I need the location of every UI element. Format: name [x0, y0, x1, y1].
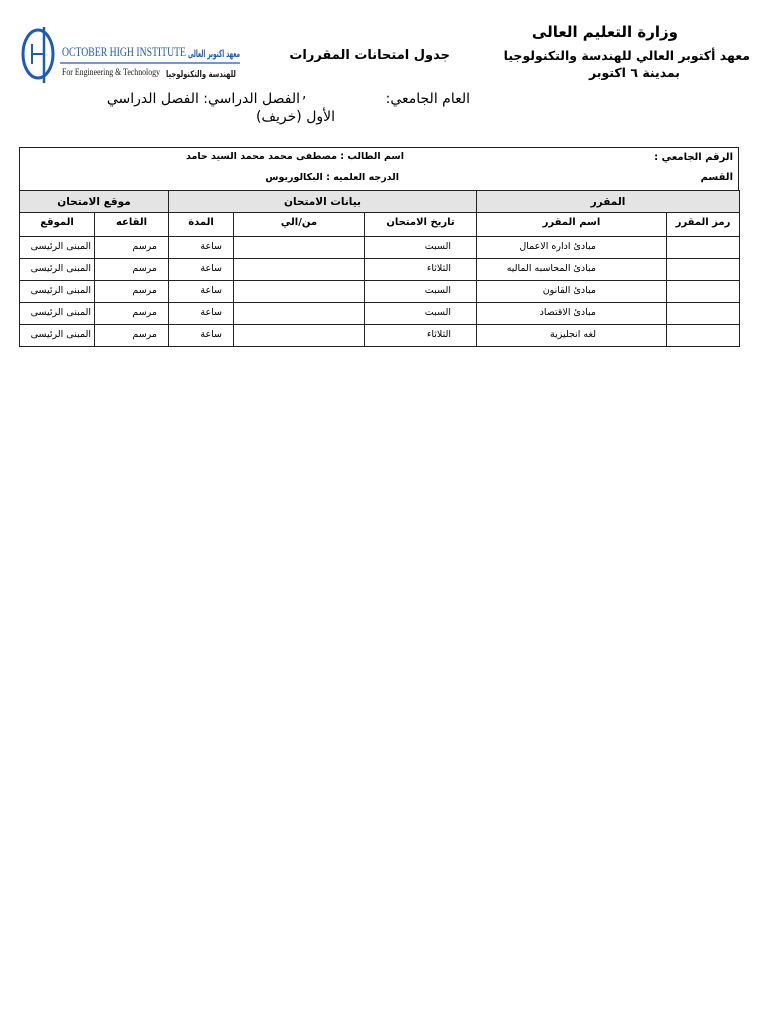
course-name-cell: مبادئ اداره الاعمال [477, 237, 667, 259]
table-row [20, 237, 740, 259]
hall-cell: مرسم [95, 237, 169, 259]
header-course-name: اسم المقرر [477, 213, 667, 237]
duration-cell: ساعة [169, 325, 234, 347]
from-to-cell [234, 325, 365, 347]
from-to-cell [234, 237, 365, 259]
course-name-cell: لغه انجليزية [477, 325, 667, 347]
academic-year-label: العام الجامعي: [385, 91, 470, 107]
course-name-cell: مبادئ القانون [477, 281, 667, 303]
schedule-sheet [19, 147, 739, 347]
page-title: جدول امتحانات المقررات [289, 48, 450, 63]
ministry-name: وزارة التعليم العالى [531, 23, 678, 41]
logo-subtitle-ar: للهندسة والتكنولوجيا [166, 70, 236, 80]
student-info [19, 147, 739, 190]
group-course: المقرر [477, 191, 740, 213]
group-location: موقع الامتحان [20, 191, 169, 213]
table-row [20, 325, 740, 347]
from-to-cell [234, 259, 365, 281]
location-cell: المبنى الرئيسى [20, 303, 95, 325]
course-name-cell: مبادئ المحاسبه الماليه [477, 259, 667, 281]
logo-name-en: OCTOBER HIGH INSTITUTE [62, 44, 187, 59]
header-hall: القاعه [95, 213, 169, 237]
course-code-cell [667, 303, 740, 325]
exam-date-cell: السبت [365, 281, 477, 303]
header-exam-date: تاريخ الامتحان [365, 213, 477, 237]
duration-cell: ساعة [169, 237, 234, 259]
semester-value: الأول (خريف) [256, 109, 335, 125]
semester-label: الفصل الدراسي: الفصل الدراسي [106, 91, 300, 107]
duration-cell: ساعة [169, 259, 234, 281]
institute-city: بمدينة ٦ اكتوبر [589, 65, 680, 80]
logo-emblem-icon [23, 27, 53, 83]
location-cell: المبنى الرئيسى [20, 259, 95, 281]
department-label: القسم [700, 172, 733, 183]
table-row [20, 281, 740, 303]
hall-cell: مرسم [95, 281, 169, 303]
exam-date-cell: الثلاثاء [365, 259, 477, 281]
duration-cell: ساعة [169, 281, 234, 303]
course-name-cell: مبادئ الاقتصاد [477, 303, 667, 325]
from-to-cell [234, 303, 365, 325]
location-cell: المبنى الرئيسى [20, 237, 95, 259]
location-cell: المبنى الرئيسى [20, 325, 95, 347]
hall-cell: مرسم [95, 259, 169, 281]
group-exam: بيانات الامتحان [169, 191, 477, 213]
course-code-cell [667, 281, 740, 303]
exam-date-cell: السبت [365, 303, 477, 325]
location-cell: المبنى الرئيسى [20, 281, 95, 303]
header-from-to: من/الي [234, 213, 365, 237]
hall-cell: مرسم [95, 303, 169, 325]
column-header-row [20, 213, 740, 237]
table-row [20, 303, 740, 325]
exam-date-cell: السبت [365, 237, 477, 259]
logo-name-ar: معهد اكتوبر العالى [188, 49, 240, 60]
institute-logo [18, 25, 244, 85]
term-separator: , [302, 86, 307, 102]
header-location: الموقع [20, 213, 95, 237]
student-name: اسم الطالب : مصطفى محمد محمد السيد حامد [185, 151, 404, 162]
group-header-row [20, 191, 740, 213]
header-course-code: رمز المقرر [667, 213, 740, 237]
degree-label: الدرجه العلميه : البكالوريوس [265, 172, 399, 183]
exam-table [19, 190, 740, 347]
course-code-cell [667, 325, 740, 347]
exam-date-cell: الثلاثاء [365, 325, 477, 347]
course-code-cell [667, 259, 740, 281]
course-code-cell [667, 237, 740, 259]
student-id-label: الرقم الجامعي : [654, 152, 733, 163]
hall-cell: مرسم [95, 325, 169, 347]
duration-cell: ساعة [169, 303, 234, 325]
table-row [20, 259, 740, 281]
header-duration: المدة [169, 213, 234, 237]
from-to-cell [234, 281, 365, 303]
logo-subtitle-en: For Engineering & Technology [62, 68, 161, 78]
institute-name: معهد أكتوبر العالي للهندسة والتكنولوجيا [503, 48, 750, 63]
